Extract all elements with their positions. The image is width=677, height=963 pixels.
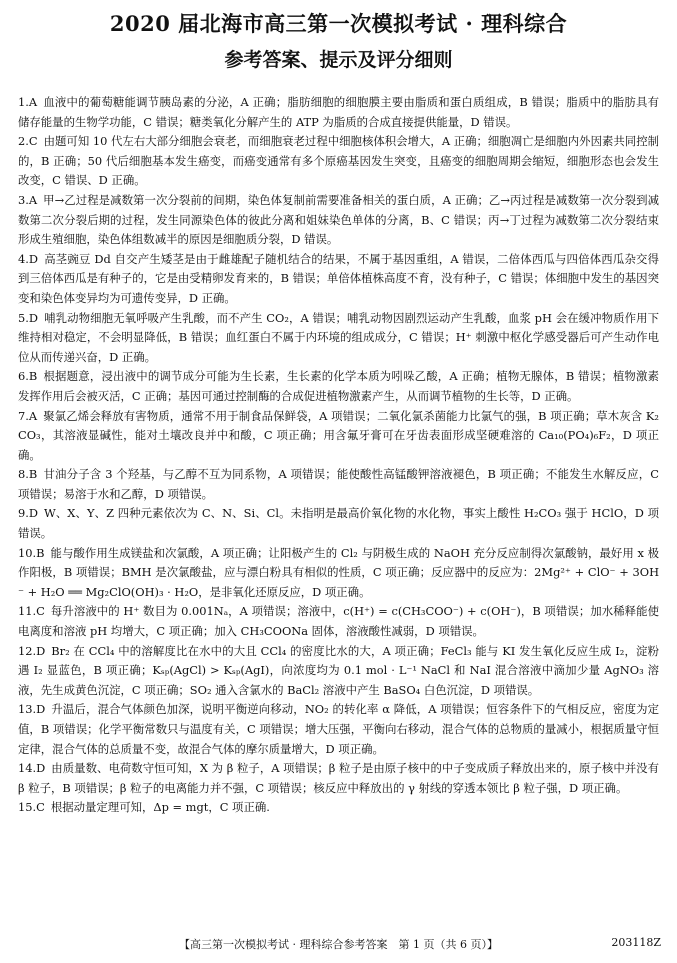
answer-choice: D <box>28 310 39 325</box>
answer-explanation: W、X、Y、Z 四种元素依次为 C、N、Si、Cl。未指明是最高价氧化物的水化物，事实上酸性 H₂CO₃ 强于 HClO，D 项错误。 <box>18 506 659 541</box>
answer-number: 5. <box>18 310 29 325</box>
answer-explanation: 每升溶液中的 H⁺ 数目为 0.001Nₐ，A 项错误；溶液中，c(H⁺) = c(CH₃COO⁻) + c(OH⁻)，B 项错误；加水稀释能使电离度和溶液 pH 均增大，C 项正确；加入 CH₃COONa 固体，溶液酸性减弱，D 项错误。 <box>18 604 659 639</box>
answer-explanation: 哺乳动物细胞无氧呼吸产生乳酸，而不产生 CO₂，A 错误；哺乳动物因剧烈运动产生乳酸，血浆 pH 会在缓冲物质作用下维持相对稳定，不会明显降低，B 错误；血红蛋白不属于内环境的组成成分，C 错误；H⁺ 刺激中枢化学感受器后可产生动作电位从而传递兴奋，D 正确。 <box>18 310 659 364</box>
answer-choice: B <box>28 369 38 384</box>
answer-explanation: 血液中的葡萄糖能调节胰岛素的分泌，A 正确；脂肪细胞的细胞膜主要由脂质和蛋白质组成，B 错误；脂质中的脂肪具有储存能量的生物学功能，C 错误；糖类氧化分解产生的 ATP 为脂质的合成直接提供能量，D 错误。 <box>18 95 659 129</box>
answer-explanation: 聚氯乙烯会释放有害物质，通常不用于制食品保鲜袋，A 项错误；二氧化氯杀菌能力比氯气的强，B 项正确；草木灰含 K₂CO₃，其溶液显碱性，能对土壤改良并中和酸，C 项正确；用含氟牙膏可在牙齿表面形成坚硬难溶的 Ca₁₀(PO₄)₆F₂，D 项正确。 <box>18 408 659 462</box>
footer-code: 203118Z <box>611 936 661 949</box>
answer-item <box>18 465 659 504</box>
answer-explanation: 由质量数、电荷数守恒可知，X 为 β 粒子，A 项错误；β 粒子是由原子核中的中子变成质子释放出来的，原子核中并没有 β 粒子，B 项错误；β 粒子的电离能力并不强，C 项错误；核反应中释放出的 γ 射线的穿透本领比 β 粒子强，D 项正确。 <box>18 761 659 795</box>
answer-number: 7. <box>18 408 29 423</box>
answer-item <box>18 93 659 132</box>
answer-explanation: 甲→乙过程是减数第一次分裂前的间期，染色体复制前需要准备相关的蛋白质，A 正确；乙→丙过程是减数第一次分裂到减数第二次分裂后期的过程，发生同源染色体的彼此分离和姐妹染色单体的分离，B、C 错误；丙→丁过程为减数第二次分裂结束形成生殖细胞，染色体组数减半的原因是细胞质分裂，D 错误。 <box>18 192 659 247</box>
answer-choice: D <box>36 643 46 658</box>
answer-choice: D <box>36 702 46 717</box>
answer-number: 4. <box>18 251 29 266</box>
answer-choice: A <box>28 95 38 109</box>
answer-choice: C <box>36 800 45 815</box>
answer-number: 6. <box>18 369 29 384</box>
answer-choice: D <box>36 761 46 776</box>
answer-explanation: Br₂ 在 CCl₄ 中的溶解度比在水中的大且 CCl₄ 的密度比水的大，A 项正确；FeCl₃ 能与 KI 发生氧化反应生成 I₂，淀粉遇 I₂ 显蓝色，B 项正确；Kₛₚ(AgCl) > Kₛₚ(AgI)，向浓度均为 0.1 mol · L⁻¹ NaCl 和 NaI 混合溶液中滴加少量 AgNO₃ 溶液，先生成黄色沉淀，C 项正确；SO₂ 通入含氯水的 BaCl₂ 溶液中产生 BaSO₄ 白色沉淀，D 项错误。 <box>18 643 659 697</box>
answer-number: 8. <box>18 467 29 482</box>
answer-explanation: 根据动量定理可知，Δp = mgt，C 项正确. <box>50 800 270 815</box>
answer-choice: D <box>28 251 39 266</box>
answer-item <box>18 191 659 250</box>
answer-number: 3. <box>18 192 29 207</box>
answer-number: 2. <box>18 134 29 149</box>
answer-explanation: 甘油分子含 3 个羟基，与乙醇不互为同系物，A 项错误；能使酸性高锰酸钾溶液褪色，B 项正确；不能发生水解反应，C 项错误；易溶于水和乙醇，D 项错误。 <box>18 467 659 501</box>
answer-choice: D <box>28 506 39 521</box>
answer-item <box>18 544 659 603</box>
answer-item <box>18 642 659 701</box>
answer-item <box>18 407 659 466</box>
answer-explanation: 根据题意，浸出液中的调节成分可能为生长素，生长素的化学本质为吲哚乙酸，A 正确；植物无腺体，B 错误；植物激素发挥作用后会被灭活，C 正确；基因可通过控制酶的合成促进植物激素产生，从而调节植物的生长等，D 正确。 <box>18 369 659 403</box>
answer-item <box>18 250 659 309</box>
answer-number: 13. <box>18 702 37 717</box>
answer-number: 9. <box>18 506 29 521</box>
page-title: 2020 届北海市高三第一次模拟考试 · 理科综合 <box>109 11 568 36</box>
answer-item <box>18 759 659 798</box>
answer-item <box>18 798 659 818</box>
answer-number: 15. <box>18 800 37 815</box>
answer-number: 14. <box>18 761 37 776</box>
answer-item <box>18 700 659 759</box>
answer-explanation: 能与酸作用生成镁盐和次氯酸，A 项正确；让阳极产生的 Cl₂ 与阴极生成的 NaOH 充分反应制得次氯酸钠，最好用 x 极作阳极，B 项错误；BMH 是次氯酸盐，应与漂白粉具有相似的性质，C 项正确；反应器中的反应为：2Mg²⁺ + ClO⁻ + 3OH⁻ + H₂O ══ Mg₂ClO(OH)₃ · H₂O，是非氧化还原反应，D 项正确。 <box>18 545 659 599</box>
answer-choice: A <box>28 408 38 423</box>
answer-list <box>18 93 659 818</box>
answer-choice: A <box>28 192 38 207</box>
answer-explanation: 高茎豌豆 Dd 自交产生矮茎是由于雌雄配子随机结合的结果，不属于基因重组，A 错误，二倍体西瓜与四倍体西瓜杂交得到三倍体西瓜是有种子的，它是由受精卵发育来的，B 错误；单倍体植株高度不育，没有种子，C 错误；体细胞中发生的基因突变和染色体变异均为可遗传变异，D 正确。 <box>18 251 659 305</box>
page-subtitle: 参考答案、提示及评分细则 <box>224 49 453 71</box>
answer-number: 12. <box>18 643 37 658</box>
answer-choice: B <box>36 545 45 560</box>
answer-number: 10. <box>18 545 37 560</box>
answer-explanation: 升温后，混合气体颜色加深，说明平衡逆向移动，NO₂ 的转化率 α 降低，A 项错误；恒容条件下的气相反应，密度为定值，B 项错误；化学平衡常数只与温度有关，C 项错误；增大压强，平衡向右移动，混合气体的总物质的量减小，根据质量守恒定律，混合气体的总质量不变，故混合气体的摩尔质量增大，D 项正确。 <box>18 702 659 756</box>
answer-explanation: 由题可知 10 代左右大部分细胞会衰老，而细胞衰老过程中细胞核体积会增大，A 正确；细胞凋亡是细胞内外因素共同控制的，B 正确；50 代后细胞基本发生癌变，而癌变通常有多个原癌基因发生突变，且癌变的细胞周期会缩短，细胞形态也会发生改变，C 错误、D 正确。 <box>18 134 659 188</box>
answer-number: 11. <box>18 604 37 619</box>
answer-choice: B <box>28 467 38 482</box>
answer-item <box>18 132 659 191</box>
answer-item <box>18 504 659 543</box>
page-footer <box>0 936 677 952</box>
answer-item <box>18 367 659 406</box>
answer-item <box>18 309 659 368</box>
answer-choice: C <box>28 134 38 149</box>
answer-number: 1. <box>18 95 29 109</box>
answer-choice: C <box>36 604 45 619</box>
footer-page-info: 【高三第一次模拟考试 · 理科综合参考答案 第 1 页（共 6 页）】 <box>179 938 498 951</box>
answer-item <box>18 602 659 641</box>
